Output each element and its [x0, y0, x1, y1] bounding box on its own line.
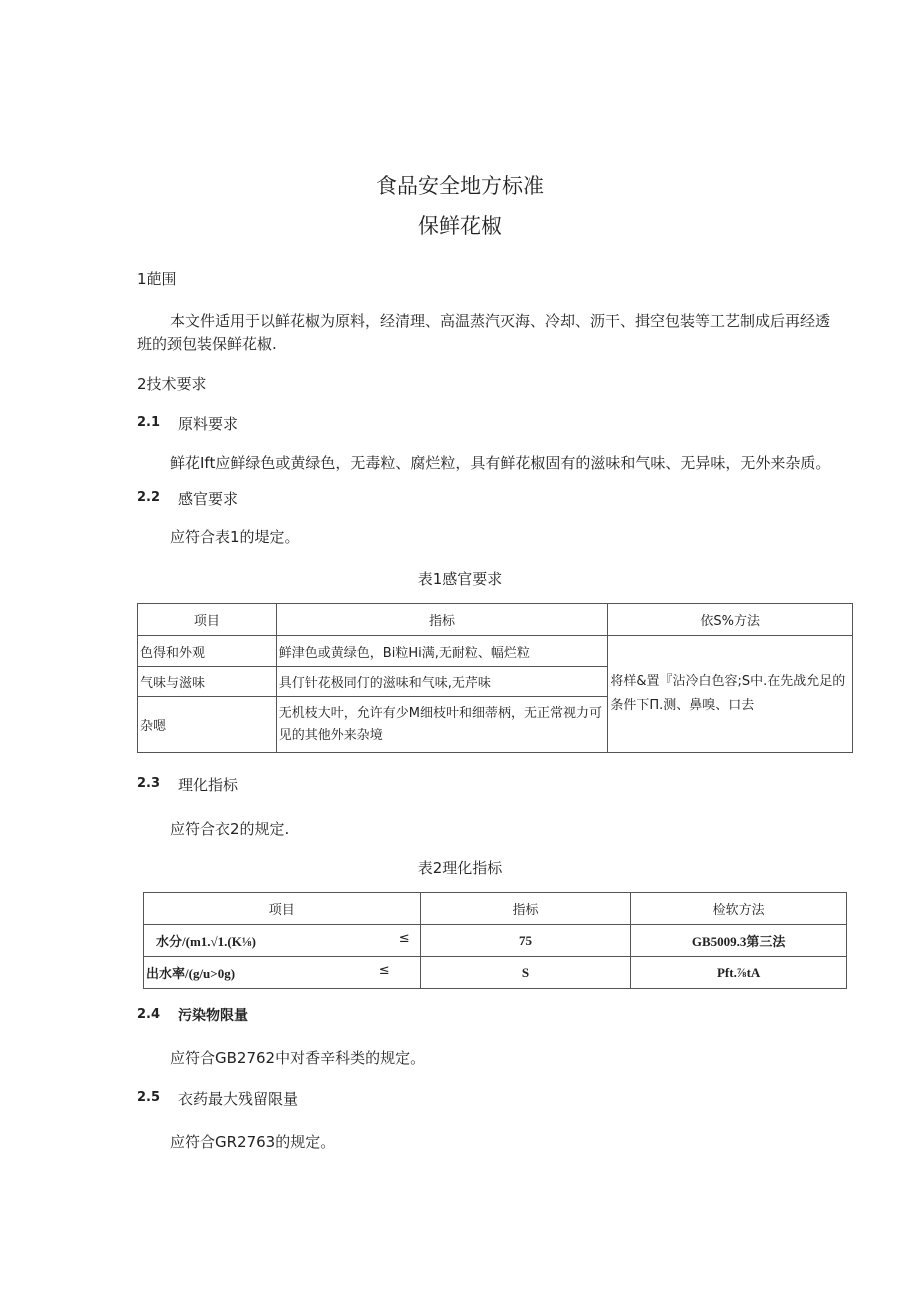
section-1-para-line2: 班的颈包装保鲜花椒.	[137, 335, 277, 353]
table-cell-index	[276, 697, 608, 753]
table-cell-item: 杂嗯	[138, 697, 277, 753]
table-row	[144, 957, 847, 989]
section-2-3-text: 应符合衣2的规定.	[170, 820, 290, 838]
table-cell-value: S	[420, 957, 631, 989]
table-cell-method	[608, 636, 853, 753]
section-2-2-text: 应符合表1的堤定。	[170, 528, 300, 546]
section-2-2-number: 2.2	[137, 490, 161, 505]
table-cell-item	[144, 957, 421, 989]
table-2	[143, 892, 847, 989]
table-header-cell: 检软方法	[631, 893, 847, 925]
index-line1: 无机枝大叶，允许有少M细枝叶和细蒂柄，无正常视力可	[278, 705, 603, 721]
table-cell-index: 具仃针花极同仃的滋味和气味,无芹味	[276, 667, 608, 697]
table-cell-item	[144, 925, 421, 957]
section-2-4-number: 2.4	[137, 1007, 161, 1022]
table-row	[144, 925, 847, 957]
method-line1: 将样&置『沾冷白色容;S中.在先战允足的	[610, 674, 846, 689]
table-header-cell: 项目	[138, 604, 277, 636]
table-row	[138, 636, 853, 667]
table-header-row	[144, 893, 847, 925]
section-2-1-title: 原料要求	[178, 415, 239, 433]
comparator: ≤	[398, 931, 410, 946]
table-1-caption: 表1感官要求	[417, 570, 503, 588]
section-1-para-line1: 本文件适用于以鲜花椒为原料，经清理、高温蒸汽灭海、冷却、沥干、揖空包装等工艺制成后再经透	[170, 312, 831, 330]
table-cell-item: 色得和外观	[138, 636, 277, 667]
section-2-1-text: 鲜花Ift应鲜绿色或黄绿色，无毒粒、腐烂粒，具有鲜花椒固有的滋味和气味、无异味，无外来杂质。	[170, 454, 831, 472]
table-header-cell: 项目	[144, 893, 421, 925]
document-title: 食品安全地方标准	[376, 174, 544, 198]
section-2-5-title: 衣药最大残留限量	[178, 1090, 299, 1108]
table-cell-index: 鲜津色或黄绿色，Bi粒Hi满,无耐粒、幅烂粒	[276, 636, 608, 667]
table-header-cell: 指标	[420, 893, 631, 925]
section-2-2-title: 感官要求	[178, 490, 239, 508]
index-line2: 见的其他外来杂境	[278, 727, 383, 743]
table-2-caption: 表2理化指标	[417, 859, 503, 877]
section-2-1-number: 2.1	[137, 415, 161, 430]
table-1	[137, 603, 853, 753]
table-cell-item: 气味与滋味	[138, 667, 277, 697]
section-2-5-number: 2.5	[137, 1090, 161, 1105]
table-header-cell: 依S%方法	[608, 604, 853, 636]
table-header-row	[138, 604, 853, 636]
section-1-heading: 1葩围	[137, 270, 177, 288]
table-header-cell: 指标	[276, 604, 608, 636]
section-2-3-number: 2.3	[137, 776, 161, 791]
table-cell-method: GB5009.3第三法	[631, 925, 847, 957]
item-label: 水分/(m1.√1.(K⅛)	[156, 934, 256, 949]
table-cell-method: Pft.⅞tA	[631, 957, 847, 989]
section-2-3-title: 理化指标	[178, 776, 239, 794]
document-subtitle: 保鲜花椒	[418, 214, 502, 238]
section-2-heading: 2技术要求	[137, 375, 207, 393]
table-cell-value: 75	[420, 925, 631, 957]
comparator: ≤	[378, 963, 390, 978]
section-2-4-text: 应符合GB2762中对香辛科类的规定。	[170, 1049, 426, 1067]
section-2-5-text: 应符合GR2763的规定。	[170, 1133, 336, 1151]
item-label: 出水率/(g/u>0g)	[146, 966, 236, 981]
method-line2: 条件下Π.测、鼻嗅、口去	[610, 698, 755, 713]
section-2-4-title: 污染物限量	[178, 1008, 248, 1024]
